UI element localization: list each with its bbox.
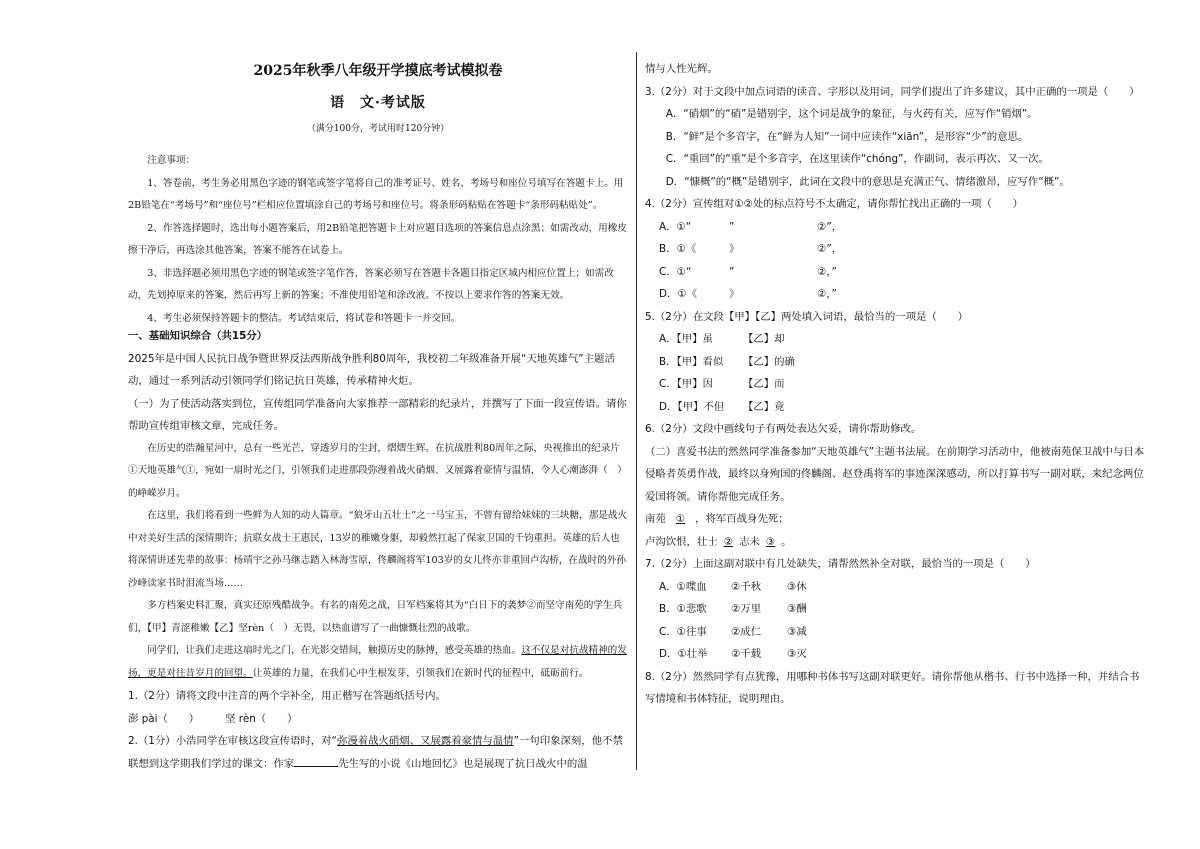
answer-blank[interactable] (294, 754, 338, 767)
column-divider (636, 52, 637, 770)
exam-subject: 语 文·考试版 (330, 95, 426, 111)
part2-instruction: （二）喜爱书法的然然同学准备参加“天地英雄气”主题书法展。在前期学习活动中，他被南苑保卫战中与日本侵略者英勇作战，最终以身殉国的佟麟阁、赵登禹将军的事迹深深感动，所以打算书写一副对联，来纪念两位爱国将领。请你帮他完成任务。 (645, 445, 1145, 503)
q3-option[interactable]: C．“重回”的“重”是个多音字，在这里读作“chóng”，作副词，表示再次、又一次。 (665, 153, 1049, 165)
question-6: 6.（2分）文段中画线句子有两处表达欠妥，请你帮助修改。 (645, 423, 922, 435)
couplet-blank[interactable]: ② (723, 535, 734, 548)
part1-instruction: （一）为了使活动落实到位，宣传组同学准备向大家推荐一部精彩的纪录片，并撰写了下面一段宣传语。请你帮助宣传组审核文章，完成任务。 (128, 397, 627, 432)
q7-option[interactable]: D．①壮举 ②千载 ③灭 (659, 648, 807, 660)
q3-option[interactable]: A．“硝烟”的“硝”是错别字，这个词是战争的象征，与火药有关，应写作“销烟”。 (665, 108, 1038, 120)
underlined-quote: 弥漫着战火硝烟、又展露着豪情与温情 (336, 735, 514, 747)
q7-option[interactable]: B．①悲歌 ②万里 ③酬 (659, 603, 807, 615)
question-1-answer-line: 澎 pài（ ） 坚 rèn（ ） (128, 712, 298, 725)
underlined-sentence: 这不仅是对抗战精神的发扬，更是对往昔岁月的回望。 (128, 645, 627, 679)
notice-heading: 注意事项： (147, 155, 196, 166)
section1-block (128, 325, 628, 775)
question-3: 3.（2分）对于文段中加点词语的读音、字形以及用词，同学们提出了许多建议，其中正确的一项是（ ） (645, 85, 1140, 98)
question-5: 5.（2分）在文段【甲】【乙】两处填入词语，最恰当的一项是（ ） (645, 310, 969, 323)
passage-para (128, 640, 628, 685)
question-text: ”一句印象深刻，他不禁联想到这学期我们学过的课文：作家 (128, 735, 623, 770)
q4-option[interactable]: A．①“ ” ②”， (659, 220, 843, 233)
question-2 (128, 730, 628, 775)
notice-block (128, 150, 628, 330)
q3-option[interactable]: B．“鲜”是个多音字，在“鲜为人知”一词中应读作“xiān”，是形容“少”的意思。 (665, 130, 1029, 143)
notice-item: 1、答卷前，考生务必用黑色字迹的钢笔或签字笔将自己的准考证号、姓名、考场号和座位号填写在答题卡上。用2B铅笔在“考场号”和“座位号”栏相应位置填涂自己的考场号和座位号。将条形码粘贴在答题卡“条形码粘贴处”。 (128, 177, 624, 211)
q4-option[interactable]: C．①“ ” ②，” (659, 265, 837, 278)
exam-title: 2025年秋季八年级开学摸底考试模拟卷 (253, 63, 503, 79)
q7-option[interactable]: C．①往事 ②成仁 ③减 (659, 625, 807, 638)
question-text: 2.（1分）小浩同学在审核这段宣传语时，对“ (128, 735, 337, 747)
couplet-line-2: 卢沟饮恨，壮士 ② 志未 ③ 。 (645, 535, 792, 548)
question-7: 7.（2分）上面这副对联中有几处缺失，请帮然然补全对联，最恰当的一项是（ ） (645, 558, 1036, 570)
continued-text: 情与人性光辉。 (645, 63, 718, 75)
right-block (645, 58, 1145, 711)
section-intro: 2025年是中国人民抗日战争暨世界反法西斯战争胜利80周年，我校初二年级准备开展“天地英雄气”主题活动，通过一系列活动引领同学们铭记抗日英雄，传承精神火炬。 (128, 352, 615, 387)
passage-text: 同学们，让我们走进这扇时光之门，在光影交错间，触摸历史的脉搏，感受英雄的热血。 (147, 645, 522, 656)
question-4: 4.（2分）宣传组对①②处的标点符号不太确定，请你帮忙找出正确的一项（ ） (645, 198, 1024, 210)
section-heading: 一、基础知识综合（共15分） (128, 330, 268, 342)
q3-option[interactable]: D．“慷概”的“概”是错别字，此词在文段中的意思是充满正气、情绪激昂，应写作“概”。 (665, 175, 1070, 188)
exam-meta: （满分100分，考试用时120分钟） (306, 124, 450, 134)
q5-option[interactable]: A．【甲】虽 【乙】却 (659, 333, 785, 345)
passage-para: 在这里，我们将看到一些鲜为人知的动人篇章。“狼牙山五壮士”之一马宝玉，不曾有留给妹妹的三块糖，那是战火中对美好生活的深情期许；抗联女战士王惠民，13岁的稚嫩身躯，却毅然扛起了保家卫国的千钧重担。英雄的后人也将深情讲述先辈的故事：杨靖宇之孙马继志踏入林海雪原，佟麟阁将军103岁的女儿佟亦非重回卢沟桥，在战时的外孙沙峰读家书时泪流当场…… (128, 510, 628, 589)
couplet-line-1: 南苑 ① ，将军百战身先死； (645, 513, 789, 525)
q4-option[interactable]: D．①《 》 ②，” (659, 288, 837, 300)
question-8: 8.（2分）然然同学有点犹豫，用哪种书体书写这副对联更好。请你帮他从楷书、行书中选择一种，并结合书写情境和书体特征，说明理由。 (645, 670, 1140, 705)
q5-option[interactable]: C．【甲】因 【乙】而 (659, 378, 785, 390)
passage-para: 多方档案史料汇聚，真实还原残酷战争。有名的南苑之战，日军档案将其为“白日下的袭梦②而坚守南苑的学生兵们，【甲】青涩稚嫩【乙】坚rèn（ ）无畏，以热血谱写了一曲慷慨壮烈的战歌。 (128, 600, 623, 634)
passage-text: 让英雄的力量，在我们心中生根发芽，引领我们在新时代的征程中，砥砺前行。 (252, 667, 589, 679)
q5-option[interactable]: D．【甲】不但 【乙】竟 (659, 400, 785, 413)
q4-option[interactable]: B．①《 》 ②”， (659, 243, 843, 255)
notice-item: 3、非选择题必须用黑色字迹的钢笔或签字笔作答，答案必须写在答题卡各题目指定区域内相应位置上；如需改动，先划掉原来的答案，然后再写上新的答案；不准使用铅笔和涂改液。不按以上要求作答的答案无效。 (128, 267, 614, 301)
couplet-blank[interactable]: ① (675, 513, 686, 525)
q5-option[interactable]: B．【甲】看似 【乙】的确 (659, 355, 795, 368)
notice-item: 4、考生必须保持答题卡的整洁。考试结束后，将试卷和答题卡一并交回。 (147, 312, 461, 324)
question-1: 1.（2分）请将文段中注音的两个字补全，用正楷写在答题纸括号内。 (128, 690, 446, 702)
couplet-blank[interactable]: ③ (765, 535, 776, 548)
question-text: 先生写的小说《山地回忆》也是展现了抗日战火中的温 (338, 757, 588, 770)
q7-option[interactable]: A．①喋血 ②千秋 ③休 (659, 580, 807, 593)
passage-para: 在历史的浩瀚星河中，总有一些光芒，穿透岁月的尘封，熠熠生辉。在抗战胜利80周年之际，央视推出的纪录片①天地英雄气①，宛如一扇时光之门，引领我们走进那段弥漫着战火硝烟、又展露着豪情与温情，令人心潮澎湃（ ）的峥嵘岁月。 (128, 442, 627, 499)
notice-item: 2、作答选择题时，选出每小题答案后，用2B铅笔把答题卡上对应题目选项的答案信息点涂黑；如需改动，用橡皮擦干净后，再选涂其他答案，答案不能答在试卷上。 (128, 222, 627, 256)
